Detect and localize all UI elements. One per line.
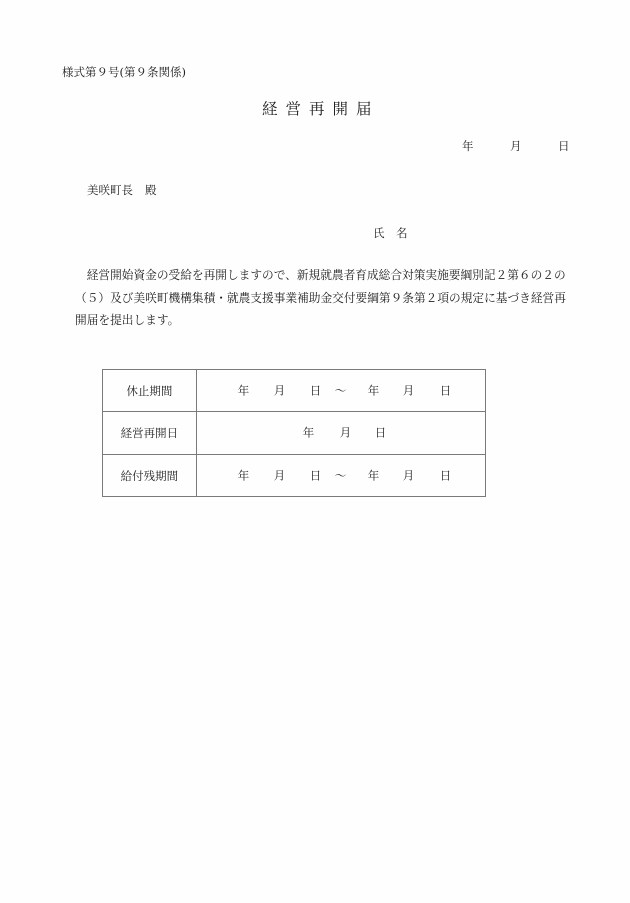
date-cell <box>196 412 485 455</box>
body-paragraph <box>75 268 566 336</box>
end-month-label: 月 <box>402 382 415 397</box>
date-month-label: 月 <box>510 139 522 153</box>
row-label: 給付残期間 <box>103 455 197 497</box>
start-year-label: 年 <box>237 382 250 397</box>
date-range-cell <box>196 455 485 497</box>
applicant-name-label-1: 氏 <box>373 226 385 240</box>
start-day-label: 日 <box>309 467 322 482</box>
body-line: 経営開始資金の受給を再開しますので、新規就農者育成総合対策実施要綱別記２第６の２の <box>75 268 566 282</box>
range-tilde: ～ <box>334 382 347 397</box>
body-line: （５）及び美咲町機構集積・就農支援事業補助金交付要綱第９条第２項の規定に基づき経営再 <box>75 290 566 305</box>
applicant-name-label-2: 名 <box>396 226 408 240</box>
addressee-honorific: 殿 <box>145 183 157 197</box>
form-number: 様式第９号(第９条関係) <box>62 65 186 79</box>
range-tilde: ～ <box>334 467 347 482</box>
start-year-label: 年 <box>237 467 250 482</box>
end-year-label: 年 <box>367 467 380 482</box>
end-day-label: 日 <box>439 382 452 397</box>
period-table <box>102 369 486 497</box>
body-line: 開届を提出します。 <box>75 313 180 327</box>
year-label: 年 <box>302 425 315 440</box>
end-month-label: 月 <box>402 467 415 482</box>
start-month-label: 月 <box>273 467 286 482</box>
day-label: 日 <box>374 425 387 440</box>
date-year-label: 年 <box>462 139 474 153</box>
table-row-resumption-date <box>103 412 486 455</box>
row-label: 経営再開日 <box>103 412 197 455</box>
table-row-suspension-period <box>103 370 486 412</box>
date-range-cell <box>196 370 485 412</box>
month-label: 月 <box>339 425 352 440</box>
table-row-remaining-benefit-period <box>103 455 486 497</box>
end-year-label: 年 <box>367 382 380 397</box>
document-title: 経営再開届 <box>262 100 380 118</box>
date-day-label: 日 <box>558 139 570 153</box>
start-day-label: 日 <box>309 382 322 397</box>
start-month-label: 月 <box>273 382 286 397</box>
addressee-name: 美咲町長 <box>87 183 133 197</box>
row-label: 休止期間 <box>103 370 197 412</box>
end-day-label: 日 <box>439 467 452 482</box>
